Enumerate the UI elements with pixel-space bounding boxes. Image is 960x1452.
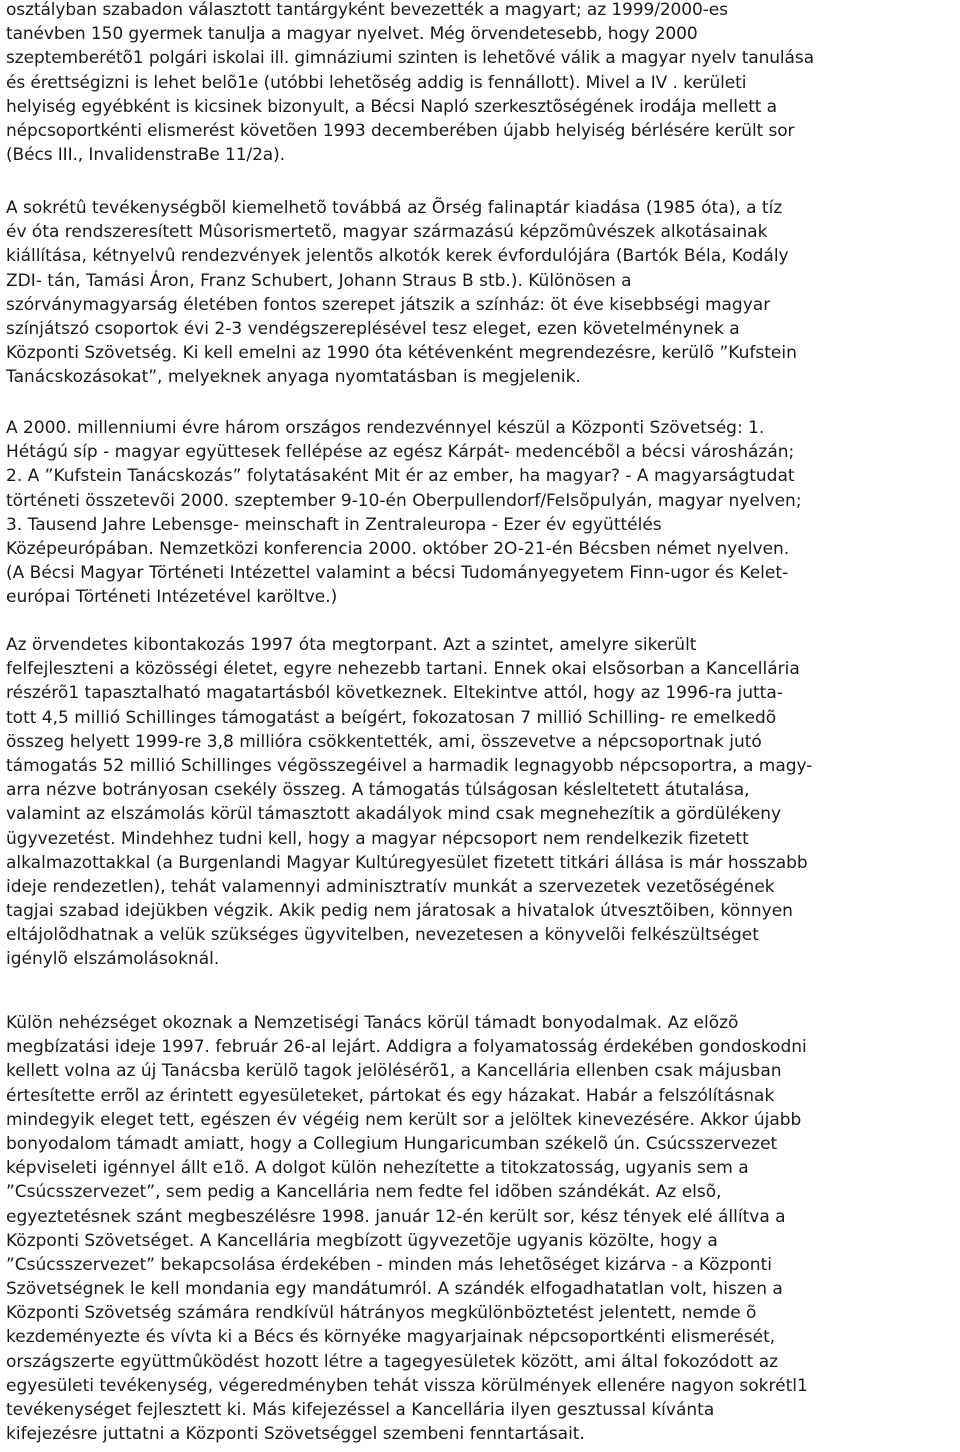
text-line: (A Bécsi Magyar Történeti Intézettel valamint a bécsi Tudományegyetem Finn-ugor és Kelet- [6,563,789,584]
text-line: történeti összetevõi 2000. szeptember 9-10-én Oberpullendorf/FeIsõpulyán, magyar nyelven; [6,490,802,511]
text-line: népcsoportkénti elismerést követõen 1993 decemberében újabb helyiség bérlésére került sor [6,120,795,141]
text-line: A 2000. millenniumi évre három országos rendezvénnyel készül a Központi Szövetség: 1. [6,418,765,438]
text-line: év óta rendszeresített Mûsorismertetõ, magyar származású képzõmûvészek alkotásainak [6,222,768,243]
text-line: alkalmazottakkal (a Burgenlandi Magyar Kultúregyesület fizetett titkári állása is már hosszabb [6,852,808,873]
text-line: részérõ1 tapasztalható magatartásból következnek. Eltekintve attól, hogy az 1996-ra jutta- [6,683,783,704]
text-line: A sokrétû tevékenységbõl kiemelhetõ továbbá az Õrség falinaptár kiadása (1985 óta), a tíz [6,198,783,218]
text-line: Szövetségnek le kell mondania egy mandátumról. A szándék elfogadhatatlan volt, hiszen a [6,1279,783,1300]
text-line: Külön nehézséget okoznak a Nemzetiségi Tanács körül támadt bonyodalmak. Az elõzõ [6,1013,739,1033]
text-line: kiállítása, kétnyelvû rendezvények jelentõs alkotók kerek évfordulójára (Bartók Béla, Kodály [6,246,789,267]
text-line: tevékenységet fejlesztett ki. Más kifejezéssel a Kancellária ilyen gesztussal kívánta [6,1400,715,1420]
text-line: szeptemberétõ1 polgári iskolai ill. gimnáziumi szinten is lehetõvé válik a magyar nyelv tanulása [6,48,814,69]
text-line: és érettségizni is lehet belõ1e (utóbbi lehetõség addig is fennállott). Mivel a IV . kerületi [6,72,747,93]
text-line: értesítette errõl az érintett egyesületeket, pártokat és egy házakat. Habár a felszólításnak [6,1085,775,1106]
paragraph-2 [6,196,797,390]
text-line: támogatás 52 millió Schillinges végösszegéivel a harmadik legnagyobb népcsoportra, a magy- [6,755,813,776]
text-line: bonyodalom támadt amiatt, hogy a Collegium Hungaricumban székelõ ún. Csúcsszervezet [6,1133,778,1154]
text-line: 2. A ”Kufstein Tanácskozás” folytatásaként Mit ér az ember, ha magyar? - A magyarságtudat [6,466,795,487]
paragraph-4 [6,633,812,972]
text-line: valamint az elszámolás körül támasztott akadályok mind csak megnehezítik a gördülékeny [6,804,782,825]
text-line: eltájolõdhatnak a velük szükséges ügyvitelben, nevezetesen a könyvelõi felkészültséget [6,925,759,946]
text-line: európai Történeti Intézetével karöltve.) [6,587,338,608]
text-line: ”Csúcsszervezet” bekapcsolása érdekében - minden más lehetõséget kizárva - a Központi [6,1254,772,1275]
text-line: helyiség egyébként is kicsinek bizonyult, a Bécsi Napló szerkesztõségének irodája mellett a [6,96,777,117]
text-line: (Bécs III., InvalidenstraBe 11/2a). [6,145,285,166]
text-line: szórványmagyarság életében fontos szerepet játszik a színház: öt éve kisebbségi magyar [6,294,771,315]
text-line: mindegyik eleget tett, egészen év végéig nem került sor a jelöltek kinevezésére. Akkor újabb [6,1109,802,1130]
text-line: Hétágú síp - magyar együttesek fellépése az egész Kárpát- medencébõl a bécsi városházán; [6,442,795,463]
text-line: Központi Szövetséget. A Kancellária megbízott ügyvezetõje ugyanis közölte, hogy a [6,1230,718,1251]
text-line: Középeurópában. Nemzetközi konferencia 2000. október 2O-21-én Bécsben német nyelven. [6,538,790,559]
text-line: kifejezésre juttatni a Központi Szövetséggel szembeni fenntartásait. [6,1424,585,1445]
text-line: Központi Szövetség számára rendkívül hátrányos megkülönböztetést jelentett, nemde õ [6,1303,757,1324]
paragraph-5 [6,1011,808,1446]
text-line: tott 4,5 millió Schillinges támogatást a beígért, fokozatosan 7 millió Schilling- re emelkedõ [6,707,777,728]
text-line: országszerte együttmûködést hozott létre a tagegyesületek között, ami által fokozódott az [6,1351,779,1372]
text-line: megbízatási ideje 1997. február 26-al lejárt. Addigra a folyamatosság érdekében gondoskodni [6,1037,807,1058]
text-line: ZDI- tán, Tamási Áron, Franz Schubert, Johann Straus B stb.). Különösen a [6,270,632,291]
text-line: ”Csúcsszervezet”, sem pedig a Kancellária nem fedte fel idõben szándékát. Az elsõ, [6,1182,722,1203]
text-line: Tanácskozásokat”, melyeknek anyaga nyomtatásban is megjelenik. [6,367,581,388]
text-line: Központi Szövetség. Ki kell emelni az 1990 óta kétévenként megrendezésre, kerülõ ”Kufstein [6,343,797,364]
text-line: egyeztetésnek szánt megbeszélésre 1998. január 12-én került sor, kész tények elé állítva a [6,1206,786,1227]
text-line: kellett volna az új Tanácsba kerülõ tagok jelölésérõ1, a Kancellária ellenben csak májusban [6,1061,782,1082]
text-line: képviseleti igénnyel állt e1õ. A dolgot külön nehezítette a titokzatosság, ugyanis sem a [6,1158,749,1179]
text-line: arra nézve botrányosan csekély összeg. A támogatás túlságosan késleltetett átutalása, [6,780,750,801]
text-line: Az örvendetes kibontakozás 1997 óta megtorpant. Azt a szintet, amelyre sikerült [6,635,697,655]
text-line: színjátszó csoportok évi 2-3 vendégszereplésével tesz eleget, ezen követelménynek a [6,318,740,339]
text-line: egyesületi tevékenység, végeredményben tehát vissza körülmények ellenére nagyon sokrétl1 [6,1375,808,1396]
text-line: kezdeményezte és vívta ki a Bécs és környéke magyarjainak népcsoportkénti elismerését, [6,1327,776,1348]
text-line: tagjai szabad idejükben végzik. Akik pedig nem járatosak a hivatalok útvesztõiben, könnyen [6,901,793,922]
text-line: ügyvezetést. Mindehhez tudni kell, hogy a magyar népcsoport nem rendelkezik fizetett [6,828,749,849]
paragraph-1 [6,0,814,167]
text-line: 3. Tausend Jahre Lebensge- meinschaft in Zentraleuropa - Ezer év együttélés [6,514,662,535]
text-line: összeg helyett 1999-re 3,8 millióra csökkentették, ami, összevetve a népcsoportnak jutó [6,731,762,752]
text-line: osztályban szabadon választott tantárgyként bevezették a magyart; az 1999/2000-es [6,0,728,20]
text-line: felfejleszteni a közösségi életet, egyre nehezebb tartani. Ennek okai elsõsorban a Kancellária [6,659,800,680]
text-line: ideje rendezetlen), tehát valamennyi adminisztratív munkát a szervezetek vezetõségének [6,876,775,897]
text-line: tanévben 150 gyermek tanulja a magyar nyelvet. Még örvendetesebb, hogy 2000 [6,24,698,45]
text-line: igénylõ elszámolásoknál. [6,949,220,970]
paragraph-3 [6,416,802,610]
